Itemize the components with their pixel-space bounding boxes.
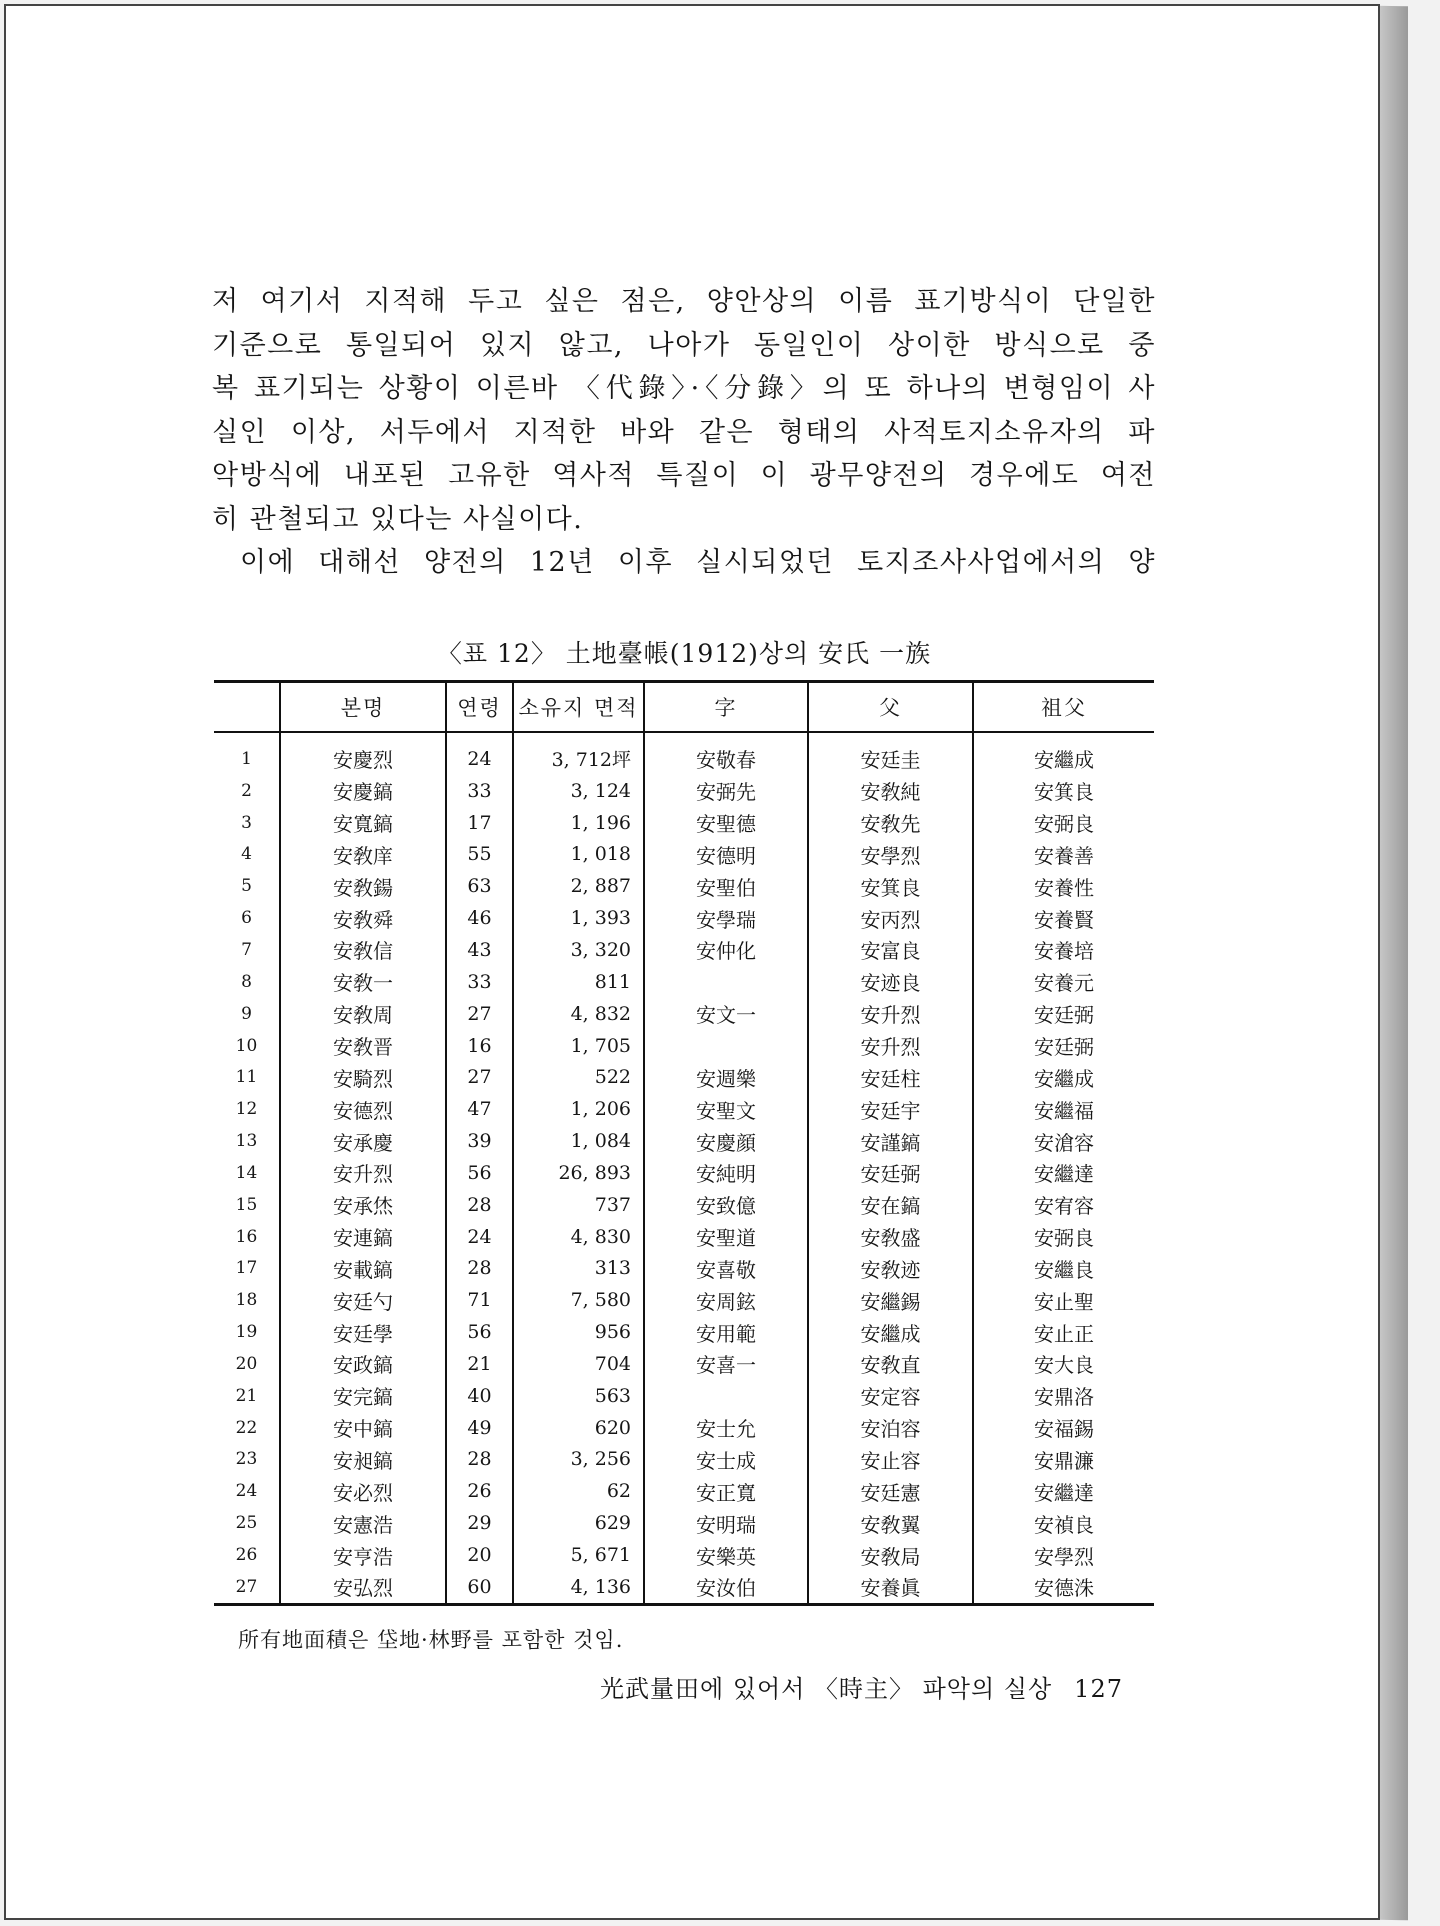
row-index: 5 xyxy=(241,876,252,897)
father-name: 安繼成 xyxy=(808,1316,973,1348)
person-name: 安中鎬 xyxy=(280,1412,446,1444)
grandfather-name: 安福錫 xyxy=(973,1412,1154,1444)
age: 56 xyxy=(446,1316,513,1348)
row-index: 17 xyxy=(235,1258,258,1279)
land-area: 7, 580 xyxy=(513,1284,644,1316)
table-row xyxy=(214,998,1154,1030)
courtesy-name: 安純明 xyxy=(644,1157,808,1189)
land-area: 26, 893 xyxy=(513,1157,644,1189)
clan-table xyxy=(214,683,1154,1603)
land-area: 704 xyxy=(513,1348,644,1380)
page-number: 127 xyxy=(1074,1675,1123,1703)
age: 21 xyxy=(446,1348,513,1380)
courtesy-name: 安汝伯 xyxy=(644,1571,808,1603)
person-name: 安必烈 xyxy=(280,1475,446,1507)
person-name: 安憲浩 xyxy=(280,1507,446,1539)
grandfather-name: 安繼達 xyxy=(973,1157,1154,1189)
row-index: 16 xyxy=(235,1226,258,1247)
table-row xyxy=(214,732,1154,775)
age: 47 xyxy=(446,1093,513,1125)
father-name: 安廷宇 xyxy=(808,1093,973,1125)
land-area: 522 xyxy=(513,1061,644,1093)
grandfather-name: 安養性 xyxy=(973,870,1154,902)
courtesy-name: 安喜一 xyxy=(644,1348,808,1380)
row-index: 10 xyxy=(235,1035,258,1056)
father-name: 安止容 xyxy=(808,1444,973,1476)
row-index: 27 xyxy=(235,1576,258,1597)
header-grandfather: 祖父 xyxy=(973,683,1154,732)
land-area: 5, 671 xyxy=(513,1539,644,1571)
table-row xyxy=(214,902,1154,934)
land-area: 2, 887 xyxy=(513,870,644,902)
land-area: 1, 084 xyxy=(513,1125,644,1157)
father-name: 安廷弼 xyxy=(808,1157,973,1189)
grandfather-name: 安弼良 xyxy=(973,807,1154,839)
father-name: 安謹鎬 xyxy=(808,1125,973,1157)
row-index: 8 xyxy=(241,971,252,992)
table-row xyxy=(214,1253,1154,1285)
grandfather-name: 安繼達 xyxy=(973,1475,1154,1507)
land-area: 1, 196 xyxy=(513,807,644,839)
land-area: 1, 393 xyxy=(513,902,644,934)
row-index: 2 xyxy=(241,780,252,801)
table-row xyxy=(214,1444,1154,1476)
table-row xyxy=(214,775,1154,807)
person-name: 安敎周 xyxy=(280,998,446,1030)
body-line: 복 표기되는 상황이 이른바 〈代錄〉·〈分錄〉의 또 하나의 변형임이 사 xyxy=(212,373,1156,404)
header-index xyxy=(214,683,280,732)
person-name: 安承慶 xyxy=(280,1125,446,1157)
grandfather-name: 安廷弼 xyxy=(973,998,1154,1030)
row-index: 9 xyxy=(241,1003,252,1024)
courtesy-name: 安聖文 xyxy=(644,1093,808,1125)
table-row xyxy=(214,1061,1154,1093)
courtesy-name: 安聖道 xyxy=(644,1221,808,1253)
land-area: 4, 832 xyxy=(513,998,644,1030)
father-name: 安泊容 xyxy=(808,1412,973,1444)
land-area: 1, 018 xyxy=(513,839,644,871)
land-area: 629 xyxy=(513,1507,644,1539)
table-row xyxy=(214,966,1154,998)
courtesy-name: 安學瑞 xyxy=(644,902,808,934)
age: 49 xyxy=(446,1412,513,1444)
land-area: 737 xyxy=(513,1189,644,1221)
age: 29 xyxy=(446,1507,513,1539)
row-index: 21 xyxy=(235,1385,258,1406)
header-courtesy-name: 字 xyxy=(644,683,808,732)
body-line: 악방식에 내포된 고유한 역사적 특질이 이 광무양전의 경우에도 여전 xyxy=(212,460,1156,491)
age: 28 xyxy=(446,1189,513,1221)
row-index: 3 xyxy=(241,812,252,833)
header-name: 본명 xyxy=(280,683,446,732)
courtesy-name: 安德明 xyxy=(644,839,808,871)
grandfather-name: 安鼎洛 xyxy=(973,1380,1154,1412)
age: 24 xyxy=(446,732,513,775)
age: 33 xyxy=(446,775,513,807)
land-area: 3, 124 xyxy=(513,775,644,807)
courtesy-name: 安用範 xyxy=(644,1316,808,1348)
table-row xyxy=(214,1316,1154,1348)
table-footnote: 所有地面積은 垈地·林野를 포함한 것임. xyxy=(238,1628,624,1652)
person-name: 安弘烈 xyxy=(280,1571,446,1603)
row-index: 23 xyxy=(235,1449,258,1470)
person-name: 安敎信 xyxy=(280,934,446,966)
person-name: 安政鎬 xyxy=(280,1348,446,1380)
age: 56 xyxy=(446,1157,513,1189)
land-area: 4, 136 xyxy=(513,1571,644,1603)
courtesy-name: 安明瑞 xyxy=(644,1507,808,1539)
courtesy-name: 安敬春 xyxy=(644,732,808,775)
age: 26 xyxy=(446,1475,513,1507)
row-index: 11 xyxy=(235,1067,258,1088)
land-area: 62 xyxy=(513,1475,644,1507)
courtesy-name xyxy=(644,1030,808,1062)
table-row xyxy=(214,1539,1154,1571)
father-name: 安箕良 xyxy=(808,870,973,902)
row-index: 14 xyxy=(235,1162,258,1183)
person-name: 安連鎬 xyxy=(280,1221,446,1253)
grandfather-name: 安箕良 xyxy=(973,775,1154,807)
row-index: 18 xyxy=(235,1290,258,1311)
age: 16 xyxy=(446,1030,513,1062)
table-header-row xyxy=(214,683,1154,732)
father-name: 安學烈 xyxy=(808,839,973,871)
land-area: 620 xyxy=(513,1412,644,1444)
page-footer xyxy=(600,1669,1123,1704)
row-index: 25 xyxy=(235,1513,258,1534)
table-body xyxy=(214,732,1154,1603)
row-index: 24 xyxy=(235,1481,258,1502)
grandfather-name: 安繼良 xyxy=(973,1253,1154,1285)
courtesy-name: 安士允 xyxy=(644,1412,808,1444)
row-index: 20 xyxy=(235,1353,258,1374)
row-index: 6 xyxy=(241,908,252,929)
table-caption: 〈표 12〉 土地臺帳(1912)상의 安氏 一族 xyxy=(436,639,932,668)
body-line: 이에 대해선 양전의 12년 이후 실시되었던 토지조사사업에서의 양 xyxy=(240,547,1156,578)
courtesy-name xyxy=(644,1380,808,1412)
grandfather-name: 安繼成 xyxy=(973,1061,1154,1093)
father-name: 安廷憲 xyxy=(808,1475,973,1507)
age: 46 xyxy=(446,902,513,934)
grandfather-name: 安廷弼 xyxy=(973,1030,1154,1062)
land-area: 313 xyxy=(513,1253,644,1285)
father-name: 安養眞 xyxy=(808,1571,973,1603)
table-row xyxy=(214,1571,1154,1603)
running-title: 光武量田에 있어서 〈時主〉 파악의 실상 xyxy=(600,1675,1053,1703)
land-area: 1, 705 xyxy=(513,1030,644,1062)
body-line: 기준으로 통일되어 있지 않고, 나아가 동일인이 상이한 방식으로 중 xyxy=(212,329,1156,361)
page-edge-shadow xyxy=(1378,6,1408,1921)
grandfather-name: 安止聖 xyxy=(973,1284,1154,1316)
father-name: 安敎局 xyxy=(808,1539,973,1571)
courtesy-name: 安士成 xyxy=(644,1444,808,1476)
table-row xyxy=(214,1348,1154,1380)
row-index: 26 xyxy=(235,1545,258,1566)
body-line: 히 관철되고 있다는 사실이다. xyxy=(212,503,584,535)
grandfather-name: 安學烈 xyxy=(973,1539,1154,1571)
person-name: 安慶鎬 xyxy=(280,775,446,807)
person-name: 安寬鎬 xyxy=(280,807,446,839)
grandfather-name: 安繼成 xyxy=(973,732,1154,775)
land-area: 563 xyxy=(513,1380,644,1412)
person-name: 安廷學 xyxy=(280,1316,446,1348)
courtesy-name: 安周鉉 xyxy=(644,1284,808,1316)
grandfather-name: 安弼良 xyxy=(973,1221,1154,1253)
father-name: 安丙烈 xyxy=(808,902,973,934)
land-area: 811 xyxy=(513,966,644,998)
header-age: 연령 xyxy=(446,683,513,732)
land-area: 4, 830 xyxy=(513,1221,644,1253)
courtesy-name: 安聖伯 xyxy=(644,870,808,902)
table-row xyxy=(214,1412,1154,1444)
courtesy-name: 安弼先 xyxy=(644,775,808,807)
father-name: 安迹良 xyxy=(808,966,973,998)
table-row xyxy=(214,807,1154,839)
table-row xyxy=(214,1475,1154,1507)
age: 27 xyxy=(446,998,513,1030)
table-row xyxy=(214,1125,1154,1157)
age: 60 xyxy=(446,1571,513,1603)
father-name: 安升烈 xyxy=(808,998,973,1030)
table-row xyxy=(214,1157,1154,1189)
row-index: 22 xyxy=(235,1417,258,1438)
age: 63 xyxy=(446,870,513,902)
courtesy-name: 安正寬 xyxy=(644,1475,808,1507)
row-index: 1 xyxy=(241,748,252,769)
age: 39 xyxy=(446,1125,513,1157)
person-name: 安德烈 xyxy=(280,1093,446,1125)
table-row xyxy=(214,1284,1154,1316)
row-index: 7 xyxy=(241,939,252,960)
age: 28 xyxy=(446,1444,513,1476)
grandfather-name: 安養元 xyxy=(973,966,1154,998)
body-text xyxy=(212,280,1156,585)
person-name: 安騎烈 xyxy=(280,1061,446,1093)
body-line: 저 여기서 지적해 두고 싶은 점은, 양안상의 이름 표기방식이 단일한 xyxy=(212,286,1156,317)
person-name: 安慶烈 xyxy=(280,732,446,775)
table-row xyxy=(214,1030,1154,1062)
courtesy-name: 安聖德 xyxy=(644,807,808,839)
father-name: 安富良 xyxy=(808,934,973,966)
courtesy-name: 安致億 xyxy=(644,1189,808,1221)
grandfather-name: 安鼎濂 xyxy=(973,1444,1154,1476)
person-name: 安敎庠 xyxy=(280,839,446,871)
table-row xyxy=(214,839,1154,871)
grandfather-name: 安滄容 xyxy=(973,1125,1154,1157)
age: 71 xyxy=(446,1284,513,1316)
row-index: 15 xyxy=(235,1194,258,1215)
person-name: 安載鎬 xyxy=(280,1253,446,1285)
grandfather-name: 安禎良 xyxy=(973,1507,1154,1539)
father-name: 安廷柱 xyxy=(808,1061,973,1093)
person-name: 安亨浩 xyxy=(280,1539,446,1571)
courtesy-name xyxy=(644,966,808,998)
row-index: 19 xyxy=(235,1322,258,1343)
header-father: 父 xyxy=(808,683,973,732)
father-name: 安敎純 xyxy=(808,775,973,807)
father-name: 安升烈 xyxy=(808,1030,973,1062)
father-name: 安定容 xyxy=(808,1380,973,1412)
age: 40 xyxy=(446,1380,513,1412)
courtesy-name: 安週樂 xyxy=(644,1061,808,1093)
land-area: 956 xyxy=(513,1316,644,1348)
courtesy-name: 安仲化 xyxy=(644,934,808,966)
father-name: 安敎直 xyxy=(808,1348,973,1380)
land-area: 3, 712坪 xyxy=(513,732,644,775)
table-row xyxy=(214,1507,1154,1539)
table-container xyxy=(214,680,1154,1606)
grandfather-name: 安養賢 xyxy=(973,902,1154,934)
age: 43 xyxy=(446,934,513,966)
father-name: 安敎迹 xyxy=(808,1253,973,1285)
age: 20 xyxy=(446,1539,513,1571)
father-name: 安繼錫 xyxy=(808,1284,973,1316)
table-row xyxy=(214,1380,1154,1412)
person-name: 安敎晋 xyxy=(280,1030,446,1062)
person-name: 安敎一 xyxy=(280,966,446,998)
grandfather-name: 安德洙 xyxy=(973,1571,1154,1603)
grandfather-name: 安養善 xyxy=(973,839,1154,871)
father-name: 安在鎬 xyxy=(808,1189,973,1221)
grandfather-name: 安養培 xyxy=(973,934,1154,966)
courtesy-name: 安樂英 xyxy=(644,1539,808,1571)
row-index: 13 xyxy=(235,1131,258,1152)
land-area: 1, 206 xyxy=(513,1093,644,1125)
grandfather-name: 安繼福 xyxy=(973,1093,1154,1125)
row-index: 4 xyxy=(241,844,252,865)
grandfather-name: 安大良 xyxy=(973,1348,1154,1380)
grandfather-name: 安宥容 xyxy=(973,1189,1154,1221)
table-row xyxy=(214,870,1154,902)
table-row xyxy=(214,1221,1154,1253)
table-row xyxy=(214,1189,1154,1221)
courtesy-name: 安喜敬 xyxy=(644,1253,808,1285)
row-index: 12 xyxy=(235,1099,258,1120)
person-name: 安敎鍚 xyxy=(280,870,446,902)
person-name: 安升烈 xyxy=(280,1157,446,1189)
land-area: 3, 256 xyxy=(513,1444,644,1476)
age: 33 xyxy=(446,966,513,998)
book-page xyxy=(4,4,1380,1920)
age: 17 xyxy=(446,807,513,839)
courtesy-name: 安文一 xyxy=(644,998,808,1030)
person-name: 安完鎬 xyxy=(280,1380,446,1412)
age: 28 xyxy=(446,1253,513,1285)
table-row xyxy=(214,934,1154,966)
person-name: 安廷勺 xyxy=(280,1284,446,1316)
age: 55 xyxy=(446,839,513,871)
person-name: 安敎舜 xyxy=(280,902,446,934)
father-name: 安敎翼 xyxy=(808,1507,973,1539)
age: 27 xyxy=(446,1061,513,1093)
courtesy-name: 安慶顔 xyxy=(644,1125,808,1157)
person-name: 安承烋 xyxy=(280,1189,446,1221)
father-name: 安敎盛 xyxy=(808,1221,973,1253)
table-row xyxy=(214,1093,1154,1125)
land-area: 3, 320 xyxy=(513,934,644,966)
grandfather-name: 安止正 xyxy=(973,1316,1154,1348)
person-name: 安昶鎬 xyxy=(280,1444,446,1476)
body-line: 실인 이상, 서두에서 지적한 바와 같은 형태의 사적토지소유자의 파 xyxy=(212,416,1156,448)
header-area: 소유지 면적 xyxy=(513,683,644,732)
father-name: 安敎先 xyxy=(808,807,973,839)
age: 24 xyxy=(446,1221,513,1253)
father-name: 安廷圭 xyxy=(808,732,973,775)
